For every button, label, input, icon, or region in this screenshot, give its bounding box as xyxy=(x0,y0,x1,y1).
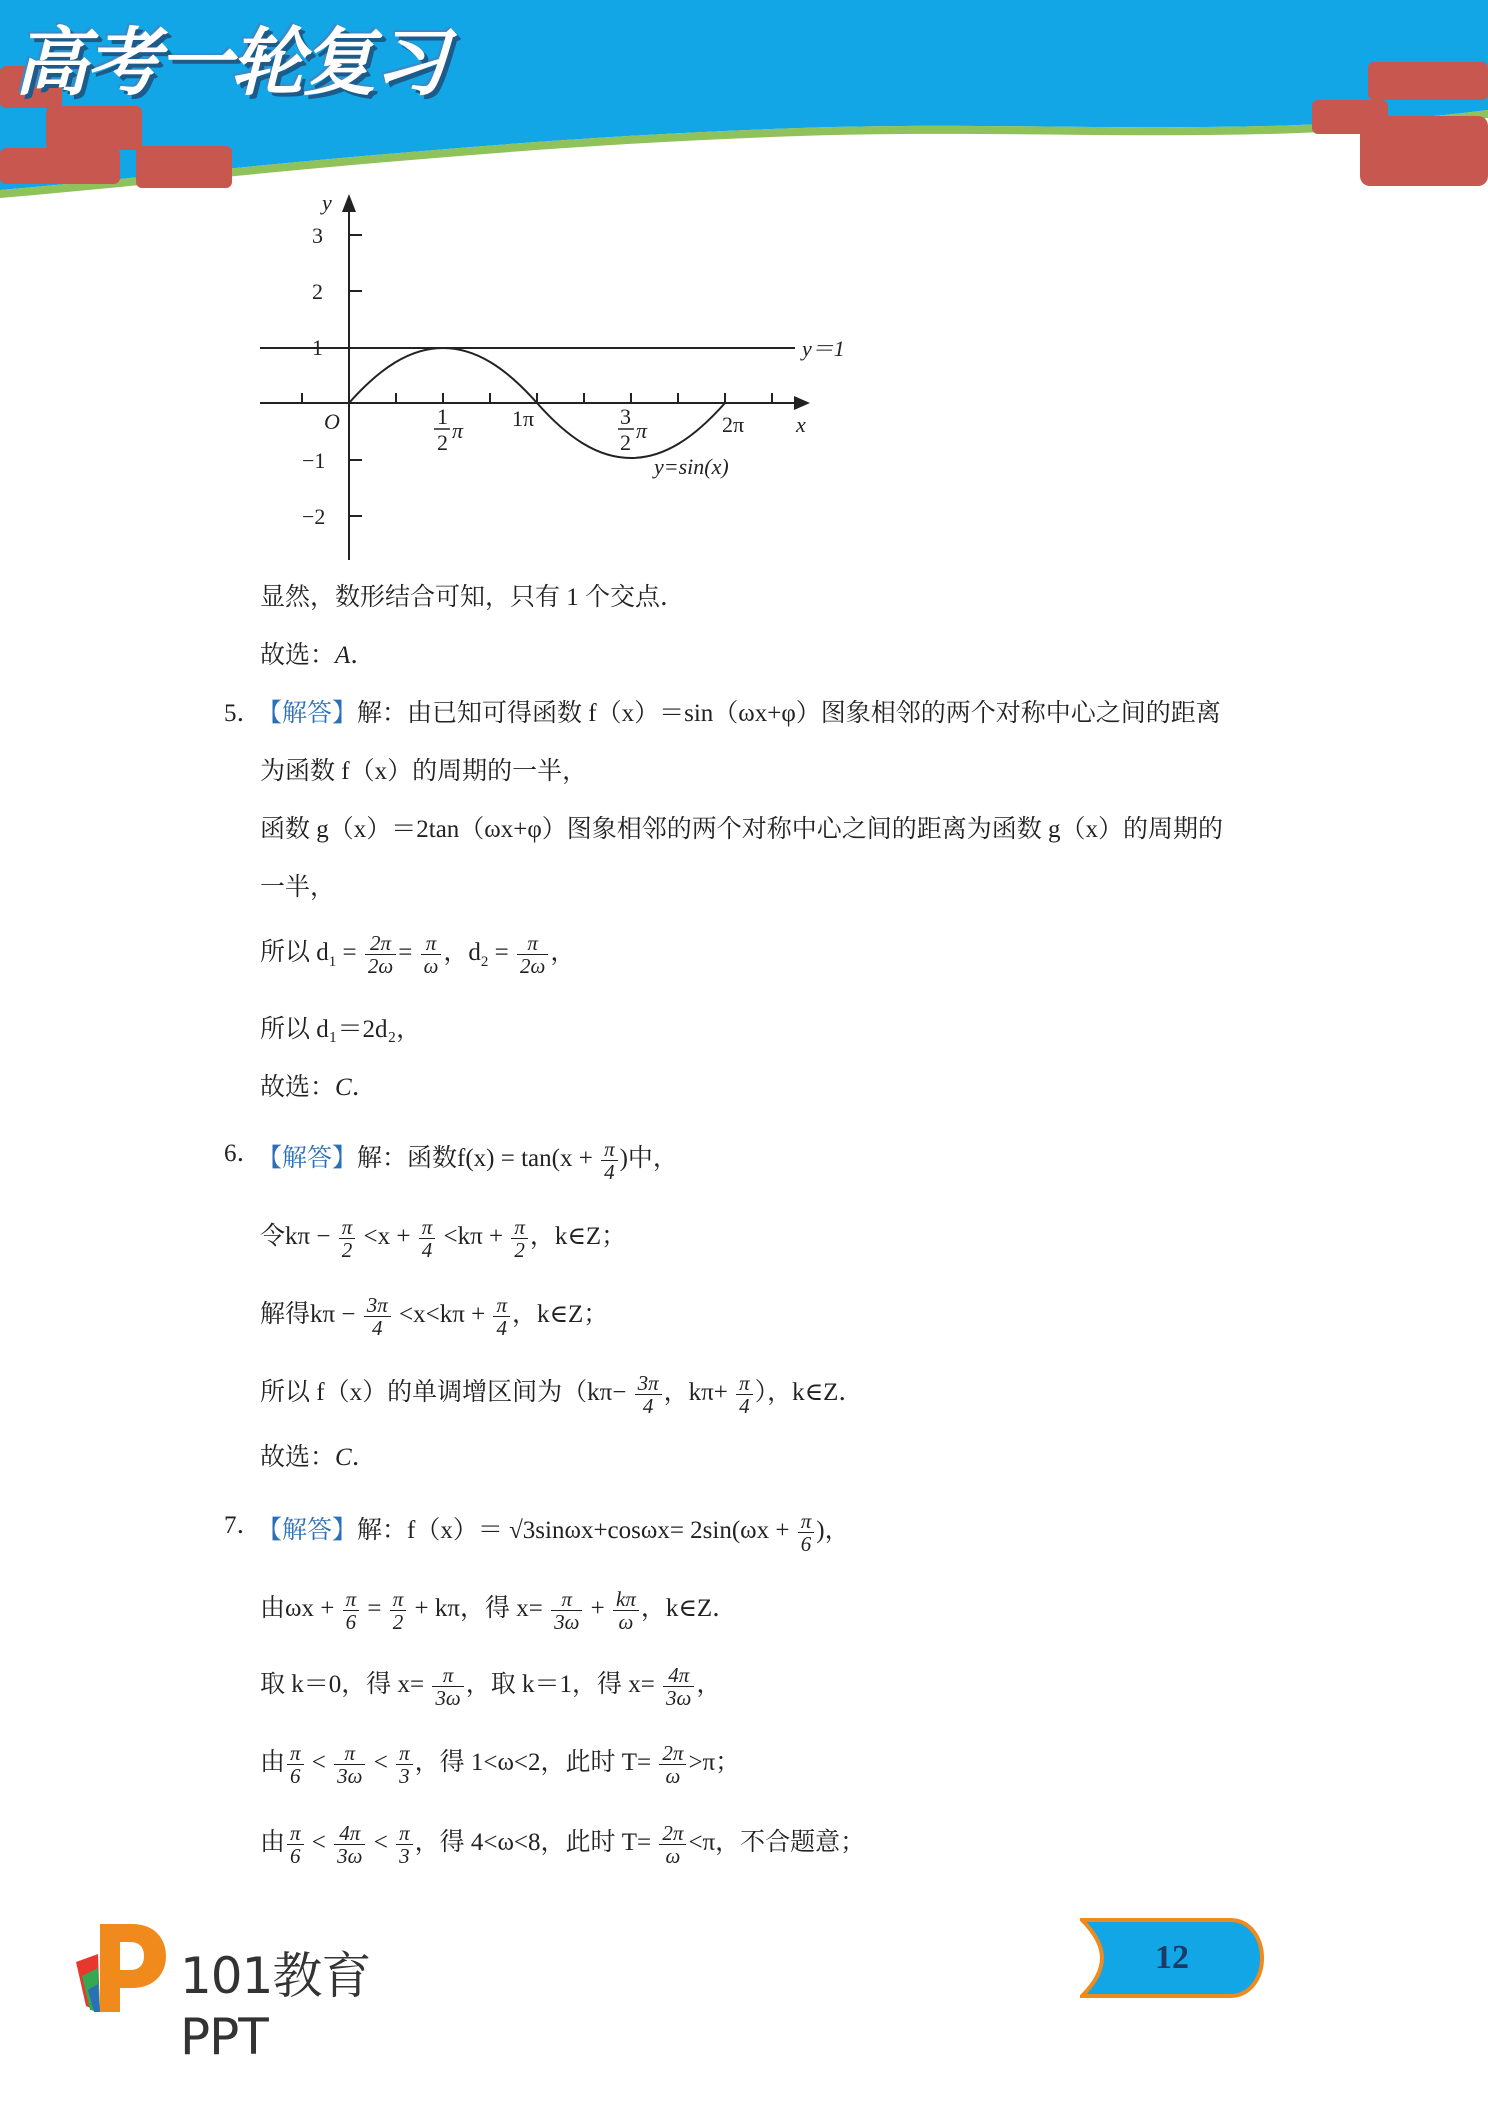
frac-pi-w: $\frac{\pi}{\omega}$ xyxy=(421,932,442,977)
logo-text: 101教育PPT xyxy=(180,1947,371,2066)
answer-tag: 【解答】 xyxy=(257,700,358,727)
header-banner xyxy=(0,0,1488,200)
frac-2pi-2w: $\frac{2\pi}{2\omega}$ xyxy=(365,932,396,977)
header-title: 高考一轮复习 xyxy=(14,20,446,106)
line-label: y＝1 xyxy=(802,336,845,361)
x-axis-label: x xyxy=(796,412,806,437)
answer-line-1: 故选：A． xyxy=(260,642,376,669)
q5-line-2: 为函数 f（x）的周期的一半， xyxy=(260,758,588,785)
x-axis-arrow xyxy=(794,396,810,410)
origin-label: O xyxy=(324,409,340,434)
q6-line-2: 令kπ − $\frac{\pi}{2}$ <x + $\frac{\pi}{4}$ <kπ + $\frac{\pi}{2}$ ，k∈Z； xyxy=(260,1215,627,1262)
q6-line-3: 解得kπ − $\frac{3\pi}{4}$ <x<kπ + $\frac{\pi}{4}$ ，k∈Z； xyxy=(260,1293,609,1340)
q7-line-5: 由 $\frac{\pi}{6}$ < $\frac{4\pi}{3\omega}$ < $\frac{\pi}{3}$ ，得 4<ω<8，此时 T= $\frac{2\pi}{\omega}$ <π，不合题意； xyxy=(260,1821,866,1868)
q7-line-1: 【解答】解：f（x）＝ √3sinωx+cosωx= 2sin(ωx + $\frac{\pi}{6}$ )， xyxy=(257,1509,850,1556)
q5-line-4: 一半， xyxy=(260,874,336,901)
q6-number: 6． xyxy=(224,1140,262,1167)
q5-line-3: 函数 g（x）＝2tan（ωx+φ）图象相邻的两个对称中心之间的距离为函数 g（x）的周期的 xyxy=(260,816,1224,843)
q5-line-1: 【解答】解：由已知可得函数 f（x）＝sin（ωx+φ）图象相邻的两个对称中心之间的距离 xyxy=(257,700,1221,727)
q7-line-4: 由 $\frac{\pi}{6}$ < $\frac{\pi}{3\omega}$ < $\frac{\pi}{3}$ ，得 1<ω<2，此时 T= $\frac{2\pi}{\omega}$ >π； xyxy=(260,1741,741,1788)
q6-answer-line: 故选：C． xyxy=(260,1444,377,1471)
q7-line-3: 取 k＝0，得 x= $\frac{\pi}{3\omega}$ ，取 k＝1，得 x= $\frac{4\pi}{3\omega}$ ， xyxy=(260,1663,722,1710)
q7-line-2: 由ωx + $\frac{\pi}{6}$ = $\frac{\pi}{2}$ + kπ，得 x= $\frac{\pi}{3\omega}$ + $\frac{k\pi}{\omega}$ ，k∈Z． xyxy=(260,1587,738,1634)
x-tick-half-pi-sym: π xyxy=(452,418,464,443)
sine-graph xyxy=(250,188,870,560)
x-tick-half-pi-num: 1 xyxy=(437,404,448,429)
conclusion-line: 显然，数形结合可知，只有 1 个交点． xyxy=(260,584,686,611)
x-tick-pi: 1π xyxy=(512,406,535,431)
brand-logo xyxy=(70,1914,450,2066)
brick-4 xyxy=(0,148,120,184)
q7-number: 7． xyxy=(224,1512,262,1539)
x-tick-three-half-pi-num: 3 xyxy=(620,404,631,429)
q5-line-6: 所以 d₁＝2d₂， xyxy=(260,1016,422,1043)
q5-number: 5． xyxy=(224,700,262,727)
page-number-badge xyxy=(1080,1916,1264,2000)
curve-label: y=sin(x) xyxy=(654,454,729,479)
frac-pi-2w: $\frac{\pi}{2\omega}$ xyxy=(517,932,548,977)
brick-2 xyxy=(46,106,142,150)
x-tick-three-half-pi-sym: π xyxy=(636,418,648,443)
logo-p-icon xyxy=(70,1914,170,2014)
brick-5 xyxy=(1368,62,1488,100)
q6-line-1: 【解答】解：函数f(x) = tan(x + $\frac{\pi}{4}$ )中， xyxy=(257,1137,678,1184)
x-tick-three-half-pi-den: 2 xyxy=(620,430,631,455)
y-tick-label-2: 2 xyxy=(312,279,323,304)
x-tick-two-pi: 2π xyxy=(722,412,745,437)
q5-answer-line: 故选：C． xyxy=(260,1074,377,1101)
y-axis-arrow xyxy=(342,194,356,212)
y-tick-label-3: 3 xyxy=(312,223,323,248)
y-tick-label-1: 1 xyxy=(312,335,323,360)
brick-7 xyxy=(1360,116,1488,186)
brick-3 xyxy=(136,146,232,188)
y-tick-label-neg1: −1 xyxy=(302,448,326,473)
page-number: 12 xyxy=(1155,1939,1189,1976)
y-tick-label-neg2: −2 xyxy=(302,504,326,529)
q6-line-4: 所以 f（x）的单调增区间为（kπ− $\frac{3\pi}{4}$ ，kπ+ $\frac{\pi}{4}$ ），k∈Z． xyxy=(260,1371,864,1418)
y-axis-label: y xyxy=(322,190,332,215)
graph-svg xyxy=(250,188,870,560)
q5-line-5: 所以 $d_1$ = $\frac{2\pi}{2\omega}$ = $\frac{\pi}{\omega}$ ，$d_2$ = $\frac{\pi}{2\omega}$ ， xyxy=(260,931,576,978)
x-tick-half-pi-den: 2 xyxy=(437,430,448,455)
